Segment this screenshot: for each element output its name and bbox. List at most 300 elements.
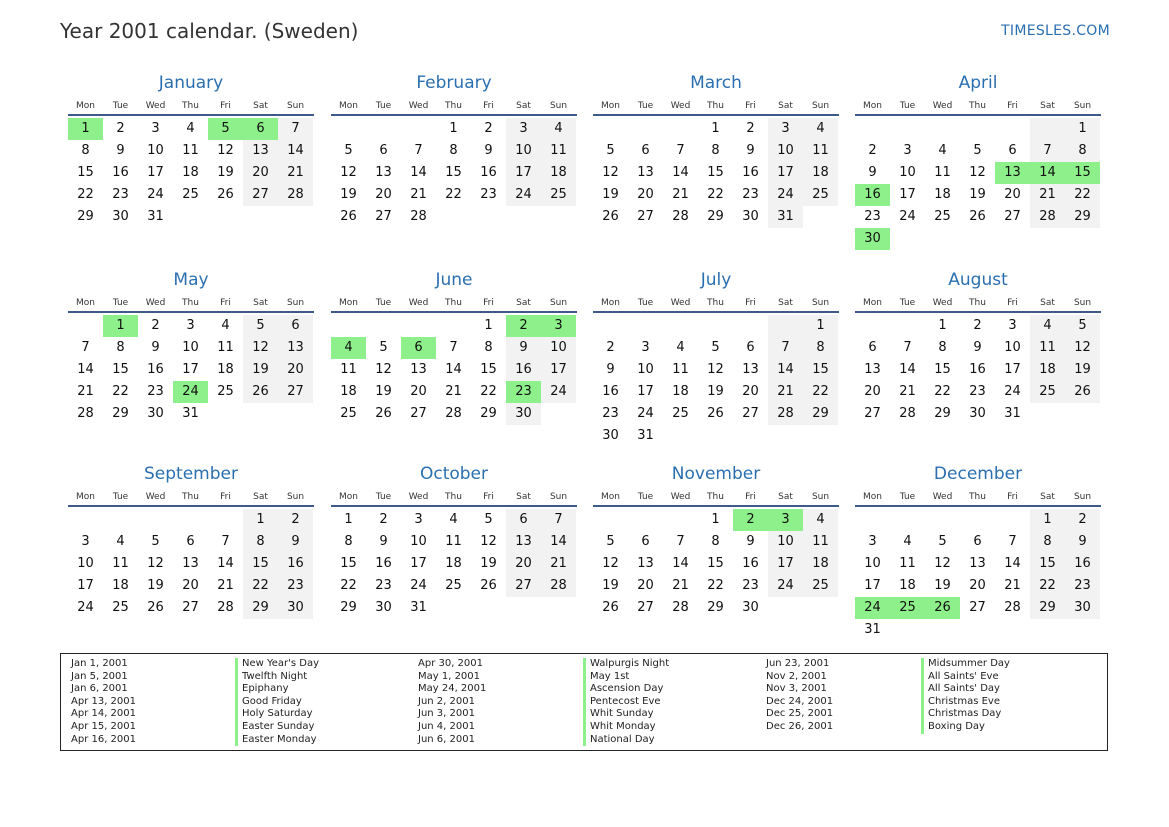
- day-cell: 29: [480, 406, 497, 421]
- day-cell: 17: [899, 187, 916, 202]
- day-cell: 14: [445, 362, 462, 377]
- weekday-label: Tue: [375, 101, 392, 111]
- day-cell: 5: [711, 340, 720, 355]
- weekday-label: Mon: [601, 101, 620, 111]
- empty-cell: [890, 315, 925, 337]
- day-cell: 14: [77, 362, 94, 377]
- day-cell: 27: [278, 381, 313, 403]
- day-cell: 24: [541, 381, 576, 403]
- day-cell: 22: [1065, 184, 1100, 206]
- day-cell: 30: [742, 209, 759, 224]
- empty-cell: [68, 315, 103, 337]
- empty-cell: [698, 315, 733, 337]
- day-cell: 13: [995, 162, 1030, 184]
- day-cell: 22: [340, 578, 357, 593]
- day-cell: 2: [151, 318, 160, 333]
- month-title: October: [419, 464, 489, 484]
- day-cell: 30: [969, 406, 986, 421]
- empty-cell: [401, 315, 436, 337]
- day-cell: 16: [602, 384, 619, 399]
- weekday-label: Thu: [969, 101, 986, 111]
- day-cell: 24: [173, 381, 208, 403]
- day-cell: 17: [1004, 362, 1021, 377]
- legend-names-column: [921, 658, 1010, 734]
- day-cell: 14: [672, 556, 689, 571]
- day-cell: 27: [410, 406, 427, 421]
- day-cell: 15: [480, 362, 497, 377]
- empty-cell: [663, 315, 698, 337]
- day-cell: 1: [484, 318, 493, 333]
- day-cell: 22: [243, 575, 278, 597]
- weekday-header: [593, 297, 839, 313]
- day-cell: 29: [340, 600, 357, 615]
- day-grid: [855, 118, 1101, 250]
- empty-cell: [401, 118, 436, 140]
- day-cell: 12: [1065, 337, 1100, 359]
- legend-date: Apr 16, 2001: [71, 733, 137, 745]
- day-cell: 25: [217, 384, 234, 399]
- day-cell: 6: [868, 340, 877, 355]
- day-cell: 13: [506, 531, 541, 553]
- weekday-label: Mon: [339, 298, 358, 308]
- brand-link[interactable]: TIMESLES.COM: [1001, 23, 1110, 39]
- day-cell: 4: [803, 509, 838, 531]
- day-cell: 4: [541, 118, 576, 140]
- day-grid: [855, 315, 1101, 425]
- weekday-label: Thu: [707, 101, 724, 111]
- weekday-label: Fri: [1007, 492, 1018, 502]
- weekday-label: Tue: [375, 298, 392, 308]
- weekday-label: Sun: [286, 298, 305, 308]
- day-cell: 5: [151, 534, 160, 549]
- day-cell: 22: [77, 187, 94, 202]
- weekday-label: Tue: [112, 298, 129, 308]
- legend-date: Apr 15, 2001: [71, 720, 137, 732]
- day-cell: 11: [1030, 337, 1065, 359]
- day-cell: 9: [746, 143, 755, 158]
- day-cell: 21: [672, 578, 689, 593]
- day-cell: 4: [803, 118, 838, 140]
- day-cell: 18: [934, 187, 951, 202]
- day-cell: 25: [340, 406, 357, 421]
- legend-date: Nov 3, 2001: [766, 683, 827, 695]
- day-cell: 20: [506, 553, 541, 575]
- weekday-label: Tue: [112, 492, 129, 502]
- day-cell: 2: [506, 315, 541, 337]
- day-cell: 21: [278, 162, 313, 184]
- day-cell: 28: [541, 575, 576, 597]
- day-cell: 29: [112, 406, 129, 421]
- empty-cell: [366, 118, 401, 140]
- day-cell: 21: [445, 384, 462, 399]
- day-cell: 1: [68, 118, 103, 140]
- day-cell: 24: [147, 187, 164, 202]
- day-cell: 28: [899, 406, 916, 421]
- day-cell: 13: [375, 165, 392, 180]
- day-cell: 4: [116, 534, 125, 549]
- day-cell: 25: [112, 600, 129, 615]
- month-august: [855, 269, 1101, 425]
- day-cell: 3: [641, 340, 650, 355]
- day-cell: 28: [77, 406, 94, 421]
- day-cell: 6: [506, 509, 541, 531]
- empty-cell: [855, 315, 890, 337]
- weekday-label: Mon: [601, 298, 620, 308]
- day-cell: 23: [480, 187, 497, 202]
- day-cell: 19: [602, 187, 619, 202]
- day-cell: 30: [602, 428, 619, 443]
- month-may: [68, 269, 314, 425]
- month-june: [331, 269, 577, 425]
- day-cell: 4: [676, 340, 685, 355]
- day-cell: 16: [855, 184, 890, 206]
- day-cell: 24: [855, 597, 890, 619]
- day-cell: 12: [340, 165, 357, 180]
- day-cell: 13: [410, 362, 427, 377]
- day-cell: 26: [602, 209, 619, 224]
- day-cell: 14: [899, 362, 916, 377]
- day-cell: 8: [803, 337, 838, 359]
- day-cell: 11: [541, 140, 576, 162]
- day-cell: 8: [711, 534, 720, 549]
- day-cell: 24: [77, 600, 94, 615]
- weekday-label: Mon: [863, 492, 882, 502]
- day-cell: 18: [803, 162, 838, 184]
- day-cell: 10: [1004, 340, 1021, 355]
- legend-dates-column: [418, 658, 486, 746]
- day-cell: 19: [340, 187, 357, 202]
- empty-cell: [960, 509, 995, 531]
- day-cell: 31: [182, 406, 199, 421]
- day-cell: 15: [1030, 553, 1065, 575]
- weekday-label: Thu: [969, 492, 986, 502]
- day-cell: 18: [112, 578, 129, 593]
- day-cell: 1: [243, 509, 278, 531]
- day-cell: 4: [938, 143, 947, 158]
- day-cell: 18: [445, 556, 462, 571]
- day-cell: 30: [506, 403, 541, 425]
- day-cell: 7: [81, 340, 90, 355]
- day-cell: 23: [742, 187, 759, 202]
- day-cell: 29: [243, 597, 278, 619]
- day-cell: 26: [243, 381, 278, 403]
- day-cell: 27: [375, 209, 392, 224]
- month-september: [68, 463, 314, 619]
- month-april: [855, 72, 1101, 250]
- weekday-header: [68, 297, 314, 313]
- legend-date: May 1, 2001: [418, 670, 481, 682]
- day-cell: 14: [1004, 556, 1021, 571]
- weekday-label: Sun: [549, 492, 568, 502]
- day-cell: 13: [637, 556, 654, 571]
- weekday-label: Wed: [932, 492, 953, 502]
- legend-date: Dec 25, 2001: [766, 708, 834, 720]
- empty-cell: [593, 118, 628, 140]
- day-cell: 8: [1065, 140, 1100, 162]
- day-cell: 15: [803, 359, 838, 381]
- day-cell: 19: [934, 578, 951, 593]
- day-cell: 31: [1004, 406, 1021, 421]
- weekday-header: [593, 491, 839, 507]
- weekday-label: Wed: [408, 492, 429, 502]
- day-cell: 27: [864, 406, 881, 421]
- weekday-label: Wed: [670, 298, 691, 308]
- legend-date: Nov 2, 2001: [766, 670, 827, 682]
- day-cell: 10: [182, 340, 199, 355]
- day-cell: 14: [768, 359, 803, 381]
- empty-cell: [890, 509, 925, 531]
- weekday-label: Sat: [253, 492, 268, 502]
- legend-holiday-name: Twelfth Night: [242, 670, 308, 682]
- day-cell: 6: [186, 534, 195, 549]
- day-cell: 19: [243, 359, 278, 381]
- day-cell: 11: [934, 165, 951, 180]
- day-cell: 9: [116, 143, 125, 158]
- day-cell: 18: [340, 384, 357, 399]
- empty-cell: [628, 315, 663, 337]
- day-cell: 3: [768, 509, 803, 531]
- day-cell: 6: [1008, 143, 1017, 158]
- weekday-label: Sat: [778, 492, 793, 502]
- weekday-label: Sun: [811, 101, 830, 111]
- day-cell: 4: [449, 512, 458, 527]
- day-cell: 5: [1065, 315, 1100, 337]
- day-cell: 31: [864, 622, 881, 637]
- weekday-label: Sat: [1040, 101, 1055, 111]
- day-cell: 17: [147, 165, 164, 180]
- weekday-label: Sun: [549, 298, 568, 308]
- day-cell: 18: [672, 384, 689, 399]
- day-cell: 9: [606, 362, 615, 377]
- legend-date: Jun 3, 2001: [418, 708, 475, 720]
- day-cell: 12: [375, 362, 392, 377]
- day-cell: 23: [602, 406, 619, 421]
- empty-cell: [855, 118, 890, 140]
- day-cell: 31: [768, 206, 803, 228]
- weekday-label: Mon: [76, 298, 95, 308]
- day-cell: 20: [742, 384, 759, 399]
- weekday-header: [855, 491, 1101, 507]
- day-cell: 25: [803, 184, 838, 206]
- day-cell: 16: [1065, 553, 1100, 575]
- day-grid: [593, 315, 839, 447]
- day-cell: 3: [81, 534, 90, 549]
- day-cell: 2: [116, 121, 125, 136]
- day-cell: 30: [1065, 597, 1100, 619]
- day-cell: 22: [707, 187, 724, 202]
- day-cell: 23: [506, 381, 541, 403]
- day-cell: 7: [768, 337, 803, 359]
- day-cell: 4: [221, 318, 230, 333]
- empty-cell: [890, 118, 925, 140]
- legend-date: Apr 14, 2001: [71, 708, 137, 720]
- day-cell: 6: [278, 315, 313, 337]
- day-cell: 25: [672, 406, 689, 421]
- weekday-label: Wed: [145, 492, 166, 502]
- weekday-label: Mon: [601, 492, 620, 502]
- weekday-label: Fri: [220, 298, 231, 308]
- weekday-label: Fri: [1007, 298, 1018, 308]
- month-december: [855, 463, 1101, 641]
- day-cell: 19: [602, 578, 619, 593]
- day-cell: 16: [742, 556, 759, 571]
- day-cell: 21: [1004, 578, 1021, 593]
- day-cell: 15: [707, 556, 724, 571]
- day-cell: 6: [641, 143, 650, 158]
- day-cell: 18: [1030, 359, 1065, 381]
- weekday-label: Wed: [670, 492, 691, 502]
- day-cell: 20: [864, 384, 881, 399]
- empty-cell: [208, 509, 243, 531]
- day-cell: 20: [410, 384, 427, 399]
- empty-cell: [855, 509, 890, 531]
- day-cell: 7: [449, 340, 458, 355]
- day-cell: 23: [112, 187, 129, 202]
- day-cell: 18: [541, 162, 576, 184]
- day-cell: 20: [375, 187, 392, 202]
- month-title: January: [158, 73, 224, 93]
- legend-names-column: [235, 658, 319, 746]
- day-grid: [68, 509, 314, 619]
- day-cell: 5: [938, 534, 947, 549]
- day-cell: 16: [506, 359, 541, 381]
- day-cell: 17: [768, 553, 803, 575]
- day-cell: 19: [375, 384, 392, 399]
- day-cell: 11: [899, 556, 916, 571]
- empty-cell: [995, 118, 1030, 140]
- day-cell: 3: [186, 318, 195, 333]
- day-cell: 10: [506, 140, 541, 162]
- empty-cell: [995, 509, 1030, 531]
- day-cell: 17: [541, 359, 576, 381]
- weekday-label: Mon: [76, 101, 95, 111]
- day-cell: 13: [243, 140, 278, 162]
- day-cell: 2: [379, 512, 388, 527]
- day-cell: 26: [1065, 381, 1100, 403]
- day-cell: 19: [217, 165, 234, 180]
- weekday-label: Sat: [516, 298, 531, 308]
- day-cell: 12: [934, 556, 951, 571]
- day-cell: 24: [1004, 384, 1021, 399]
- day-cell: 4: [186, 121, 195, 136]
- empty-cell: [663, 118, 698, 140]
- weekday-label: Thu: [182, 298, 199, 308]
- day-grid: [68, 118, 314, 228]
- legend-date: Jan 6, 2001: [71, 683, 128, 695]
- day-cell: 1: [344, 512, 353, 527]
- day-cell: 20: [243, 162, 278, 184]
- legend-holiday-name: Easter Sunday: [242, 720, 315, 732]
- day-cell: 5: [208, 118, 243, 140]
- weekday-label: Sun: [549, 101, 568, 111]
- day-cell: 30: [147, 406, 164, 421]
- day-cell: 23: [864, 209, 881, 224]
- weekday-label: Tue: [899, 492, 916, 502]
- weekday-label: Sun: [286, 101, 305, 111]
- empty-cell: [628, 509, 663, 531]
- day-cell: 5: [606, 143, 615, 158]
- month-title: July: [700, 270, 732, 290]
- day-cell: 1: [711, 512, 720, 527]
- empty-cell: [925, 118, 960, 140]
- day-cell: 24: [506, 184, 541, 206]
- day-cell: 10: [768, 531, 803, 553]
- day-cell: 13: [864, 362, 881, 377]
- day-cell: 21: [768, 381, 803, 403]
- legend-holiday-name: National Day: [590, 733, 655, 745]
- weekday-label: Fri: [1007, 101, 1018, 111]
- weekday-label: Sat: [253, 298, 268, 308]
- day-cell: 20: [1004, 187, 1021, 202]
- day-cell: 29: [707, 209, 724, 224]
- empty-cell: [103, 509, 138, 531]
- empty-cell: [173, 509, 208, 531]
- day-cell: 19: [707, 384, 724, 399]
- day-cell: 27: [243, 184, 278, 206]
- day-cell: 6: [379, 143, 388, 158]
- day-cell: 2: [278, 509, 313, 531]
- day-cell: 28: [768, 403, 803, 425]
- day-cell: 24: [768, 575, 803, 597]
- day-cell: 4: [1030, 315, 1065, 337]
- day-cell: 17: [637, 384, 654, 399]
- empty-cell: [138, 509, 173, 531]
- day-cell: 3: [1008, 318, 1017, 333]
- day-grid: [68, 315, 314, 425]
- weekday-label: Sat: [1040, 492, 1055, 502]
- day-cell: 28: [410, 209, 427, 224]
- day-cell: 22: [803, 381, 838, 403]
- day-cell: 23: [1065, 575, 1100, 597]
- day-cell: 26: [340, 209, 357, 224]
- day-cell: 25: [182, 187, 199, 202]
- legend-date: Jan 1, 2001: [71, 658, 128, 669]
- day-cell: 25: [890, 597, 925, 619]
- day-cell: 30: [375, 600, 392, 615]
- day-cell: 15: [707, 165, 724, 180]
- weekday-label: Sat: [1040, 298, 1055, 308]
- month-title: February: [416, 73, 492, 93]
- day-cell: 22: [480, 384, 497, 399]
- day-cell: 7: [414, 143, 423, 158]
- day-cell: 17: [768, 162, 803, 184]
- day-cell: 2: [746, 121, 755, 136]
- empty-cell: [960, 118, 995, 140]
- weekday-label: Tue: [637, 492, 654, 502]
- weekday-label: Thu: [707, 298, 724, 308]
- day-cell: 6: [746, 340, 755, 355]
- day-cell: 19: [480, 556, 497, 571]
- day-cell: 11: [112, 556, 129, 571]
- day-cell: 29: [803, 403, 838, 425]
- day-cell: 22: [112, 384, 129, 399]
- month-january: [68, 72, 314, 228]
- day-cell: 3: [868, 534, 877, 549]
- day-cell: 18: [899, 578, 916, 593]
- day-cell: 22: [934, 384, 951, 399]
- day-cell: 25: [1030, 381, 1065, 403]
- day-cell: 13: [969, 556, 986, 571]
- legend-holiday-name: Boxing Day: [928, 720, 985, 732]
- day-cell: 29: [1030, 597, 1065, 619]
- day-cell: 9: [151, 340, 160, 355]
- day-cell: 15: [934, 362, 951, 377]
- weekday-label: Fri: [220, 101, 231, 111]
- day-cell: 2: [606, 340, 615, 355]
- legend-date: Jun 23, 2001: [766, 658, 830, 669]
- calendar-grid: [68, 72, 1102, 637]
- day-cell: 17: [77, 578, 94, 593]
